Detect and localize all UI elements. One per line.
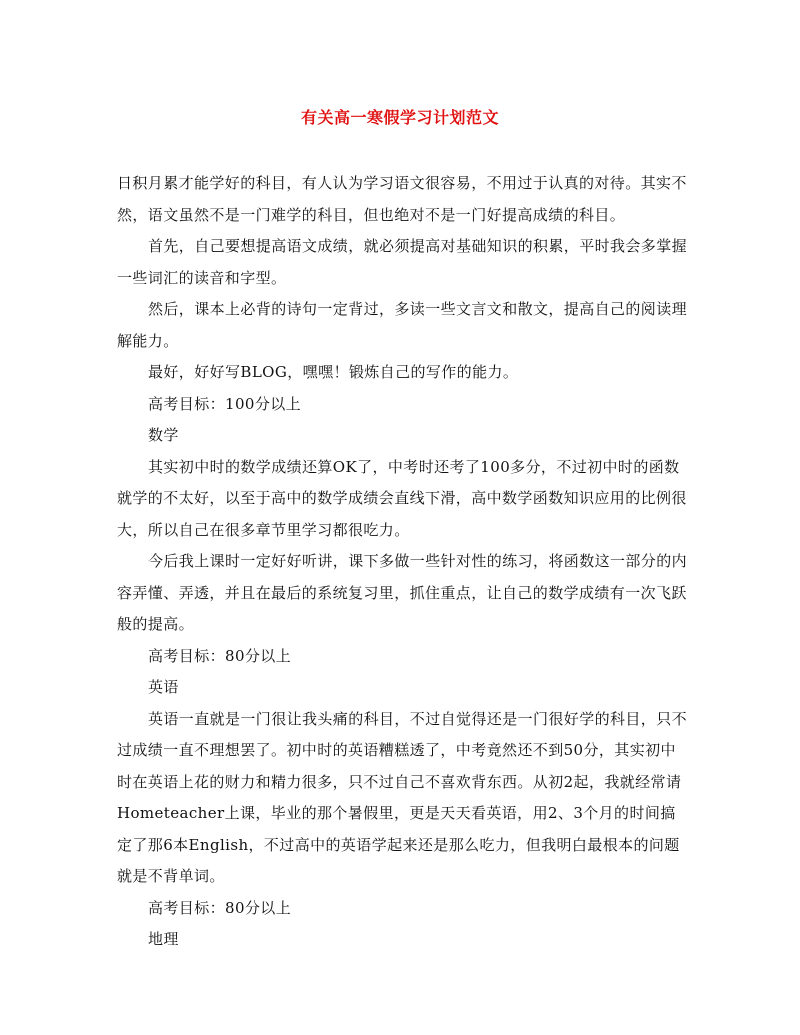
paragraph-english-goal: 高考目标：80分以上 [148, 898, 292, 917]
section-heading-math: 数学 [148, 426, 179, 444]
paragraph-english-history: 英语一直就是一门很让我头痛的科目，不过自觉得还是一门很好学的科目，只不过成绩一直不理想罢了。初中时的英语糟糕透了，中考竟然还不到50分，其实初中时在英语上花的财力和精力很多，只不过自己不喜欢背东西。从初2起，我就经常请Hometeacher上课，毕业的那个暑假里，更是天天看英语，用2、3个月的时间搞定了那6本English，不过高中的英语学起来还是那么吃力，但我明白最根本的问题就是不背单词。 [117, 709, 688, 885]
paragraph-chinese-first: 首先，自己要想提高语文成绩，就必须提高对基础知识的积累，平时我会多掌握一些词汇的读音和字型。 [117, 237, 688, 287]
paragraph-math-plan: 今后我上课时一定好好听讲，课下多做一些针对性的练习，将函数这一部分的内容弄懂、弄透，并且在最后的系统复习里，抓住重点，让自己的数学成绩有一次飞跃般的提高。 [117, 552, 688, 633]
paragraph-math-goal: 高考目标：80分以上 [148, 646, 292, 665]
paragraph-chinese-goal: 高考目标：100分以上 [148, 394, 302, 413]
document-title: 有关高一寒假学习计划范文 [300, 108, 499, 127]
document-body [117, 168, 687, 956]
paragraph-chinese-intro: 日积月累才能学好的科目，有人认为学习语文很容易，不用过于认真的对待。其实不然，语文虽然不是一门难学的科目，但也绝对不是一门好提高成绩的科目。 [117, 174, 687, 224]
paragraph-math-history: 其实初中时的数学成绩还算OK了，中考时还考了100多分，不过初中时的函数就学的不太好，以至于高中的数学成绩会直线下滑，高中数学函数知识应用的比例很大，所以自己在很多章节里学习都很吃力。 [117, 457, 687, 539]
section-heading-geography: 地理 [148, 930, 179, 948]
paragraph-chinese-blog: 最好，好好写BLOG，嘿嘿！锻炼自己的写作的能力。 [148, 363, 519, 381]
paragraph-chinese-then: 然后，课本上必背的诗句一定背过，多读一些文言文和散文，提高自己的阅读理解能力。 [117, 300, 688, 350]
section-heading-english: 英语 [148, 678, 179, 696]
